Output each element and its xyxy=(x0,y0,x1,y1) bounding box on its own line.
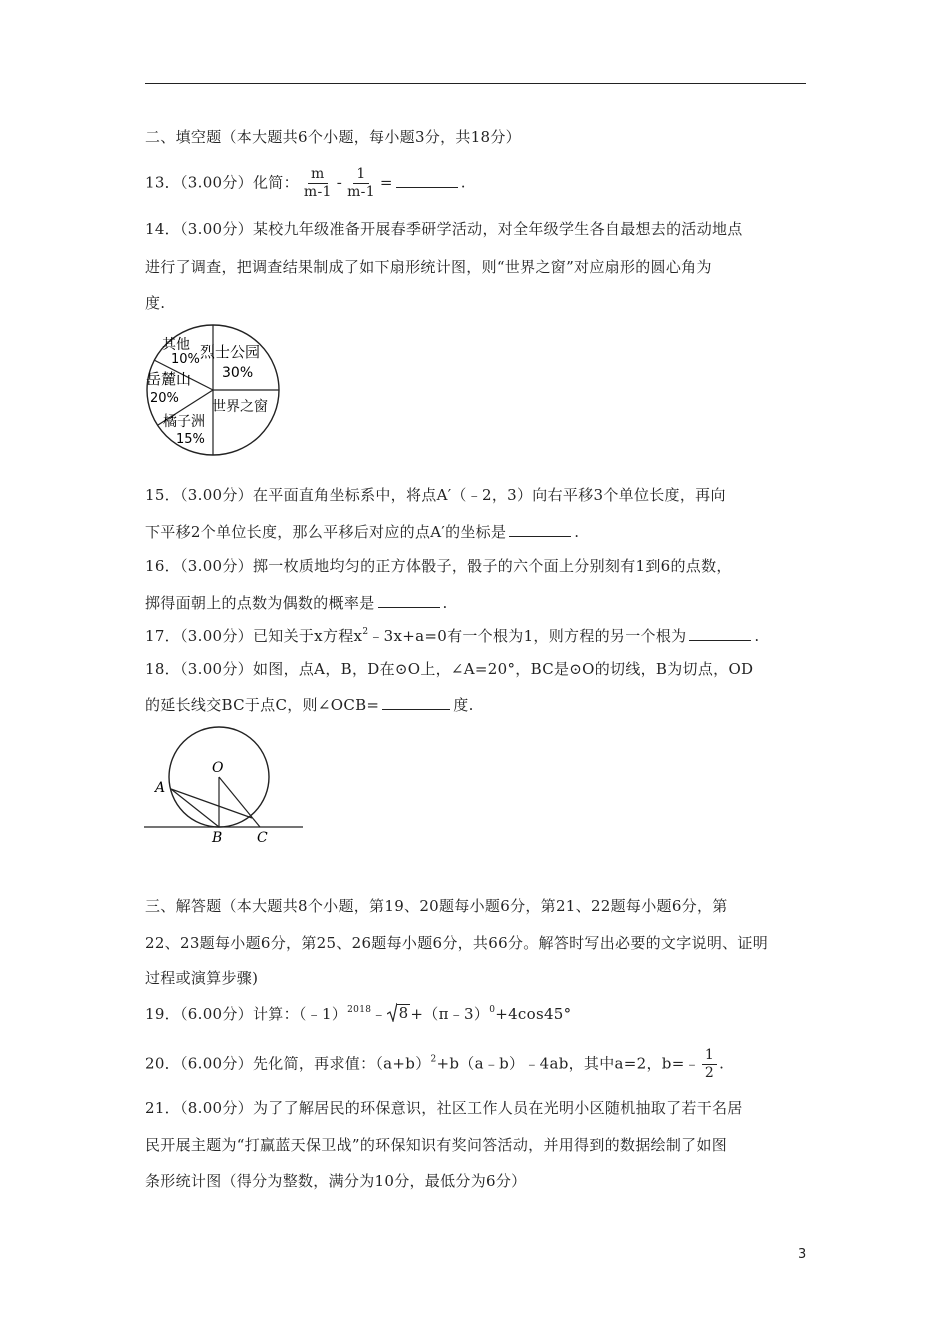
pie-label-yuelu-mountain: 岳麓山 xyxy=(146,370,192,388)
q14-line-1: 14．（3.00分）某校九年级准备开展春季研学活动，对全年级学生各自最想去的活动地点 xyxy=(145,220,743,238)
pie-label-other: 其他 xyxy=(162,337,190,353)
question-20 xyxy=(145,1047,724,1082)
question-17 xyxy=(145,626,760,646)
q18-answer-blank[interactable] xyxy=(382,695,450,710)
q20-rest: +b（a﹣b）﹣4ab，其中a=2，b=﹣ xyxy=(436,1054,700,1073)
q13-frac2-denominator: m-1 xyxy=(347,184,375,200)
q17-exponent: 2 xyxy=(362,627,369,637)
q21-line-3: 条形统计图（得分为整数，满分为10分，最低分为6分） xyxy=(145,1172,527,1190)
q15-end: . xyxy=(574,523,580,541)
q13-answer-blank[interactable] xyxy=(396,173,458,188)
q15-line-2 xyxy=(145,522,579,542)
point-label-a: A xyxy=(155,780,166,796)
pie-pct-martyrs-park: 30% xyxy=(222,365,254,381)
point-label-o: O xyxy=(212,760,224,776)
q15-answer-blank[interactable] xyxy=(509,522,571,537)
q16-answer-blank[interactable] xyxy=(378,593,440,608)
circle-tangent-figure xyxy=(140,725,310,850)
q18-line-2-text: 的延长线交BC于点C，则∠OCB= xyxy=(145,696,380,714)
q19-exponent-1: 2018 xyxy=(347,1005,372,1015)
question-13 xyxy=(145,166,466,201)
q19-minus: ﹣ xyxy=(371,1005,387,1023)
q13-end: . xyxy=(460,173,466,192)
q13-equals: = xyxy=(379,173,393,192)
pie-pct-yuelu-mountain: 20% xyxy=(150,391,179,406)
q13-fraction-1 xyxy=(301,166,335,201)
q16-line-1: 16．（3.00分）掷一枚质地均匀的正方体骰子，骰子的六个面上分别刻有1到6的点数， xyxy=(145,557,732,575)
q21-line-1: 21．（8.00分）为了了解居民的环保意识，社区工作人员在光明小区随机抽取了若干名居 xyxy=(145,1099,743,1117)
section-3-line-2: 22、23题每小题6分，第25、26题每小题6分，共66分。解答时写出必要的文字说明、证明 xyxy=(145,934,769,952)
q16-end: . xyxy=(442,594,448,612)
pie-label-martyrs-park: 烈士公园 xyxy=(200,343,261,361)
section-3-line-1: 三、解答题（本大题共8个小题，第19、20题每小题6分，第21、22题每小题6分，第 xyxy=(145,897,728,915)
q17-answer-blank[interactable] xyxy=(689,626,751,641)
q19-exponent-2: 0 xyxy=(489,1005,496,1015)
q19-radicand: 8 xyxy=(398,1004,409,1022)
q20-prefix: 20．（6.00分）先化简，再求值：（a+b） xyxy=(145,1054,431,1073)
q20-end: . xyxy=(719,1054,725,1073)
q15-line-1: 15．（3.00分）在平面直角坐标系中，将点A′（﹣2，3）向右平移3个单位长度，再向 xyxy=(145,486,726,504)
page-number: 3 xyxy=(798,1247,807,1262)
q14-line-2: 进行了调查，把调查结果制成了如下扇形统计图，则“世界之窗”对应扇形的圆心角为 xyxy=(145,258,712,276)
q19-mid: +（π﹣3） xyxy=(410,1005,490,1023)
q16-line-2 xyxy=(145,593,448,613)
q13-prefix: 13．（3.00分）化简： xyxy=(145,173,299,192)
q20-exponent: 2 xyxy=(430,1054,437,1065)
point-label-b: B xyxy=(212,830,223,846)
question-19 xyxy=(145,1002,571,1024)
q20-fraction xyxy=(702,1047,717,1082)
q13-frac1-numerator: m xyxy=(308,166,328,184)
q17-rest: ﹣3x+a=0有一个根为1，则方程的另一个根为 xyxy=(368,627,687,645)
segment-oc xyxy=(219,777,260,827)
q18-line-2 xyxy=(145,695,474,715)
q18-line-1: 18．（3.00分）如图，点A，B，D在⊙O上，∠A=20°，BC是⊙O的切线，B为切点，OD xyxy=(145,660,754,678)
radical-sign-icon xyxy=(387,1002,397,1022)
q20-frac-denominator: 2 xyxy=(704,1065,715,1081)
q13-fraction-2 xyxy=(344,166,378,201)
q20-frac-numerator: 1 xyxy=(702,1047,717,1065)
point-label-c: C xyxy=(257,830,268,846)
q19-square-root xyxy=(387,1002,411,1022)
q13-minus: - xyxy=(336,173,343,192)
q16-line-2-text: 掷得面朝上的点数为偶数的概率是 xyxy=(145,594,375,612)
q13-frac1-denominator: m-1 xyxy=(303,184,332,200)
q19-prefix: 19．（6.00分）计算：（﹣1） xyxy=(145,1005,348,1023)
q13-frac2-numerator: 1 xyxy=(353,166,368,184)
pie-label-orange-isle: 橘子洲 xyxy=(163,414,205,430)
pie-pct-orange-isle: 15% xyxy=(176,432,205,447)
q14-line-3: 度. xyxy=(145,294,166,312)
q15-line-2-text: 下平移2个单位长度，那么平移后对应的点A′的坐标是 xyxy=(145,523,507,541)
q19-end: +4cos45° xyxy=(495,1005,572,1023)
pie-chart-figure xyxy=(140,320,290,460)
header-rule xyxy=(145,83,806,84)
section-2-title: 二、填空题（本大题共6个小题，每小题3分，共18分） xyxy=(145,128,521,146)
segment-ad xyxy=(171,789,252,818)
q17-prefix: 17．（3.00分）已知关于x方程x xyxy=(145,627,363,645)
q17-end: . xyxy=(754,627,760,645)
q21-line-2: 民开展主题为“打赢蓝天保卫战”的环保知识有奖问答活动，并用得到的数据绘制了如图 xyxy=(145,1136,728,1154)
pie-pct-other: 10% xyxy=(171,352,200,367)
q18-end: 度. xyxy=(453,696,474,714)
section-3-line-3: 过程或演算步骤) xyxy=(145,969,259,987)
pie-label-window-of-world: 世界之窗 xyxy=(212,399,268,415)
